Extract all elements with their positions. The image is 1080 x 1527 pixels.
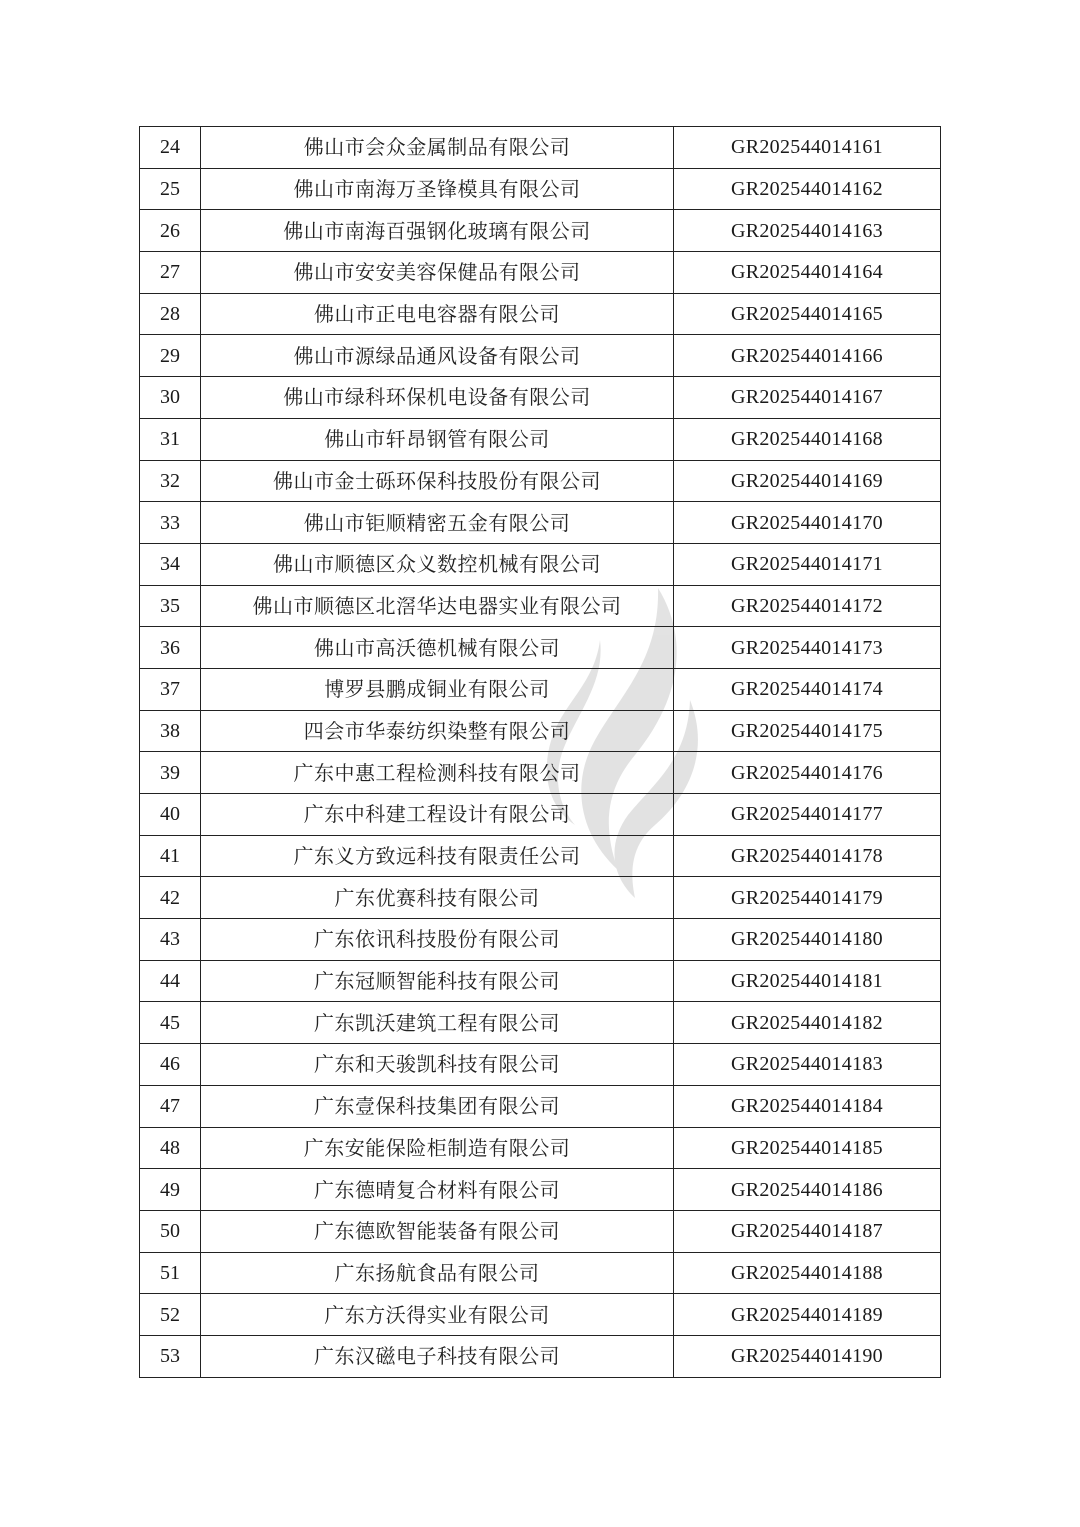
- row-number-cell: 43: [140, 919, 201, 961]
- certificate-code-cell: GR202544014169: [674, 460, 941, 502]
- company-name-cell: 佛山市顺德区众义数控机械有限公司: [201, 543, 674, 585]
- row-number-cell: 42: [140, 877, 201, 919]
- row-number-cell: 26: [140, 210, 201, 252]
- certificate-code-cell: GR202544014181: [674, 960, 941, 1002]
- certificate-code-cell: GR202544014177: [674, 794, 941, 836]
- table-row: [140, 668, 941, 710]
- certificate-code-cell: GR202544014173: [674, 627, 941, 669]
- row-number-cell: 52: [140, 1294, 201, 1336]
- table-row: [140, 460, 941, 502]
- company-name-cell: 佛山市金士砾环保科技股份有限公司: [201, 460, 674, 502]
- company-name-cell: 佛山市南海百强钢化玻璃有限公司: [201, 210, 674, 252]
- table-row: [140, 960, 941, 1002]
- certificate-code-cell: GR202544014171: [674, 543, 941, 585]
- table-row: [140, 377, 941, 419]
- certificate-code-cell: GR202544014170: [674, 502, 941, 544]
- row-number-cell: 40: [140, 794, 201, 836]
- company-name-cell: 广东和天骏凯科技有限公司: [201, 1044, 674, 1086]
- certificate-code-cell: GR202544014184: [674, 1085, 941, 1127]
- row-number-cell: 51: [140, 1252, 201, 1294]
- table-row: [140, 1127, 941, 1169]
- certificate-code-cell: GR202544014174: [674, 668, 941, 710]
- certificate-code-cell: GR202544014186: [674, 1169, 941, 1211]
- row-number-cell: 47: [140, 1085, 201, 1127]
- certificate-code-cell: GR202544014167: [674, 377, 941, 419]
- table-row: [140, 585, 941, 627]
- company-name-cell: 广东中科建工程设计有限公司: [201, 794, 674, 836]
- table-row: [140, 252, 941, 294]
- table-row: [140, 835, 941, 877]
- row-number-cell: 37: [140, 668, 201, 710]
- company-name-cell: 广东扬航食品有限公司: [201, 1252, 674, 1294]
- company-name-cell: 广东依讯科技股份有限公司: [201, 919, 674, 961]
- company-name-cell: 佛山市安安美容保健品有限公司: [201, 252, 674, 294]
- row-number-cell: 27: [140, 252, 201, 294]
- row-number-cell: 46: [140, 1044, 201, 1086]
- certificate-code-cell: GR202544014179: [674, 877, 941, 919]
- table-row: [140, 543, 941, 585]
- certificate-code-cell: GR202544014161: [674, 127, 941, 169]
- certificate-code-cell: GR202544014175: [674, 710, 941, 752]
- row-number-cell: 45: [140, 1002, 201, 1044]
- company-name-cell: 广东冠顺智能科技有限公司: [201, 960, 674, 1002]
- company-name-cell: 佛山市钜顺精密五金有限公司: [201, 502, 674, 544]
- company-name-cell: 四会市华泰纺织染整有限公司: [201, 710, 674, 752]
- table-row: [140, 919, 941, 961]
- certificate-code-cell: GR202544014190: [674, 1335, 941, 1377]
- company-name-cell: 佛山市会众金属制品有限公司: [201, 127, 674, 169]
- company-name-cell: 广东德欧智能装备有限公司: [201, 1210, 674, 1252]
- company-name-cell: 广东优赛科技有限公司: [201, 877, 674, 919]
- certificate-code-cell: GR202544014187: [674, 1210, 941, 1252]
- certificate-table: [139, 126, 941, 1378]
- company-name-cell: 佛山市正电电容器有限公司: [201, 293, 674, 335]
- table-row: [140, 210, 941, 252]
- certificate-code-cell: GR202544014163: [674, 210, 941, 252]
- table-row: [140, 502, 941, 544]
- row-number-cell: 36: [140, 627, 201, 669]
- row-number-cell: 50: [140, 1210, 201, 1252]
- company-name-cell: 佛山市顺德区北滘华达电器实业有限公司: [201, 585, 674, 627]
- table-row: [140, 794, 941, 836]
- row-number-cell: 30: [140, 377, 201, 419]
- certificate-code-cell: GR202544014168: [674, 418, 941, 460]
- certificate-code-cell: GR202544014172: [674, 585, 941, 627]
- row-number-cell: 32: [140, 460, 201, 502]
- company-name-cell: 佛山市源绿品通风设备有限公司: [201, 335, 674, 377]
- row-number-cell: 35: [140, 585, 201, 627]
- table-row: [140, 1044, 941, 1086]
- certificate-code-cell: GR202544014182: [674, 1002, 941, 1044]
- row-number-cell: 34: [140, 543, 201, 585]
- row-number-cell: 53: [140, 1335, 201, 1377]
- table-row: [140, 627, 941, 669]
- company-name-cell: 佛山市绿科环保机电设备有限公司: [201, 377, 674, 419]
- certificate-code-cell: GR202544014162: [674, 168, 941, 210]
- table-row: [140, 1085, 941, 1127]
- company-name-cell: 广东安能保险柜制造有限公司: [201, 1127, 674, 1169]
- company-name-cell: 广东中惠工程检测科技有限公司: [201, 752, 674, 794]
- company-name-cell: 广东德晴复合材料有限公司: [201, 1169, 674, 1211]
- certificate-code-cell: GR202544014183: [674, 1044, 941, 1086]
- company-name-cell: 博罗县鹏成铜业有限公司: [201, 668, 674, 710]
- row-number-cell: 31: [140, 418, 201, 460]
- row-number-cell: 38: [140, 710, 201, 752]
- row-number-cell: 24: [140, 127, 201, 169]
- row-number-cell: 29: [140, 335, 201, 377]
- row-number-cell: 25: [140, 168, 201, 210]
- row-number-cell: 33: [140, 502, 201, 544]
- row-number-cell: 49: [140, 1169, 201, 1211]
- company-name-cell: 广东壹保科技集团有限公司: [201, 1085, 674, 1127]
- certificate-code-cell: GR202544014176: [674, 752, 941, 794]
- certificate-code-cell: GR202544014189: [674, 1294, 941, 1336]
- row-number-cell: 44: [140, 960, 201, 1002]
- table-row: [140, 710, 941, 752]
- table-row: [140, 293, 941, 335]
- certificate-code-cell: GR202544014164: [674, 252, 941, 294]
- table-row: [140, 1169, 941, 1211]
- row-number-cell: 39: [140, 752, 201, 794]
- certificate-code-cell: GR202544014178: [674, 835, 941, 877]
- company-name-cell: 广东凯沃建筑工程有限公司: [201, 1002, 674, 1044]
- company-name-cell: 佛山市轩昂钢管有限公司: [201, 418, 674, 460]
- table-row: [140, 335, 941, 377]
- certificate-code-cell: GR202544014166: [674, 335, 941, 377]
- company-name-cell: 广东义方致远科技有限责任公司: [201, 835, 674, 877]
- certificate-code-cell: GR202544014180: [674, 919, 941, 961]
- certificate-code-cell: GR202544014185: [674, 1127, 941, 1169]
- table-row: [140, 752, 941, 794]
- company-name-cell: 佛山市高沃德机械有限公司: [201, 627, 674, 669]
- table-row: [140, 418, 941, 460]
- table-row: [140, 168, 941, 210]
- table-row: [140, 1294, 941, 1336]
- table-row: [140, 1210, 941, 1252]
- row-number-cell: 28: [140, 293, 201, 335]
- table-row: [140, 1335, 941, 1377]
- company-name-cell: 佛山市南海万圣锋模具有限公司: [201, 168, 674, 210]
- row-number-cell: 48: [140, 1127, 201, 1169]
- certificate-code-cell: GR202544014165: [674, 293, 941, 335]
- table-row: [140, 877, 941, 919]
- table-body: [140, 127, 941, 1378]
- table-row: [140, 127, 941, 169]
- certificate-code-cell: GR202544014188: [674, 1252, 941, 1294]
- company-name-cell: 广东方沃得实业有限公司: [201, 1294, 674, 1336]
- row-number-cell: 41: [140, 835, 201, 877]
- table-row: [140, 1252, 941, 1294]
- company-name-cell: 广东汉磁电子科技有限公司: [201, 1335, 674, 1377]
- table-row: [140, 1002, 941, 1044]
